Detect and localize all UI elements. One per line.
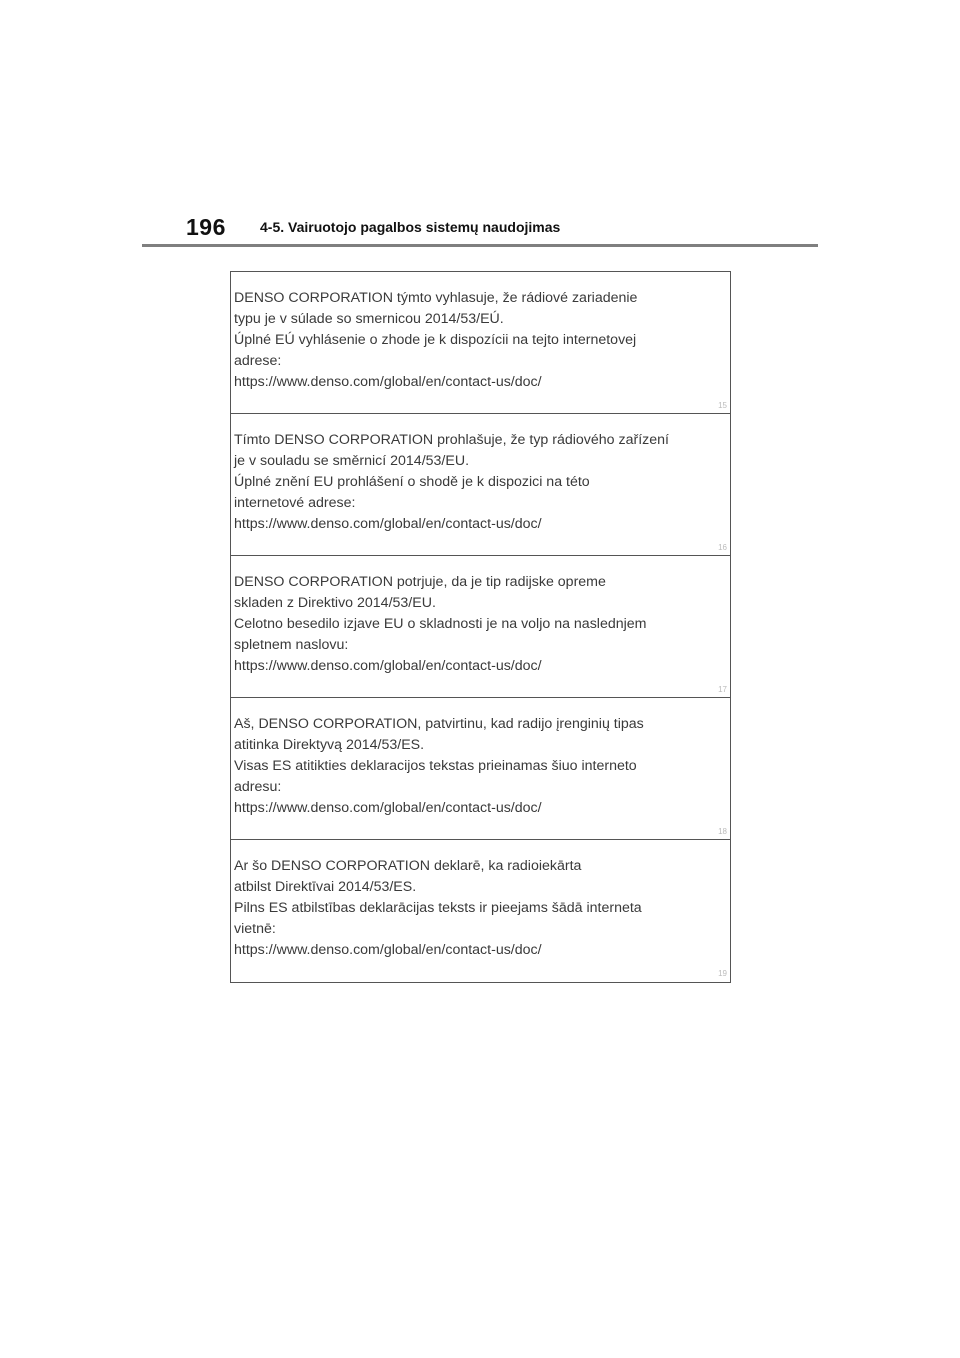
declaration-reference-number: 18 <box>718 827 727 836</box>
declaration-reference-number: 17 <box>718 685 727 694</box>
declaration-line: internetové adrese: <box>234 495 356 511</box>
declaration-slovak <box>231 272 730 414</box>
declaration-line: adrese: <box>234 353 282 369</box>
declaration-line: atitinka Direktyvą 2014/53/ES. <box>234 737 425 753</box>
declaration-url: https://www.denso.com/global/en/contact-us/doc/ <box>234 516 542 532</box>
page-header <box>142 213 818 245</box>
declaration-line: vietnē: <box>234 921 276 937</box>
declaration-latvian <box>231 840 730 981</box>
header-divider <box>142 244 818 247</box>
declaration-line: DENSO CORPORATION týmto vyhlasuje, že rádiové zariadenie <box>234 290 638 306</box>
declaration-line: adresu: <box>234 779 282 795</box>
declaration-line: Úplné znění EU prohlášení o shodě je k dispozici na této <box>234 474 590 490</box>
page-number: 196 <box>186 214 226 240</box>
declaration-czech <box>231 414 730 556</box>
declaration-text <box>234 288 704 393</box>
declaration-line: Pilns ES atbilstības deklarācijas teksts ir pieejams šādā interneta <box>234 900 642 916</box>
declaration-line: atbilst Direktīvai 2014/53/ES. <box>234 879 417 895</box>
declaration-table <box>230 271 731 983</box>
declaration-slovenian <box>231 556 730 698</box>
declaration-reference-number: 15 <box>718 401 727 410</box>
declaration-text <box>234 430 704 535</box>
declaration-url: https://www.denso.com/global/en/contact-us/doc/ <box>234 374 542 390</box>
declaration-line: skladen z Direktivo 2014/53/EU. <box>234 595 436 611</box>
declaration-line: DENSO CORPORATION potrjuje, da je tip radijske opreme <box>234 574 606 590</box>
declaration-url: https://www.denso.com/global/en/contact-us/doc/ <box>234 800 542 816</box>
declaration-line: typu je v súlade so smernicou 2014/53/EÚ. <box>234 311 504 327</box>
declaration-line: Tímto DENSO CORPORATION prohlašuje, že typ rádiového zařízení <box>234 432 669 448</box>
declaration-reference-number: 19 <box>718 969 727 978</box>
declaration-url: https://www.denso.com/global/en/contact-us/doc/ <box>234 658 542 674</box>
declaration-line: Aš, DENSO CORPORATION, patvirtinu, kad radijo įrenginių tipas <box>234 716 644 732</box>
declaration-line: Visas ES atitikties deklaracijos tekstas prieinamas šiuo interneto <box>234 758 637 774</box>
declaration-url: https://www.denso.com/global/en/contact-us/doc/ <box>234 942 542 958</box>
declaration-line: spletnem naslovu: <box>234 637 349 653</box>
declaration-reference-number: 16 <box>718 543 727 552</box>
declaration-line: Úplné EÚ vyhlásenie o zhode je k dispozícii na tejto internetovej <box>234 332 637 348</box>
declaration-lithuanian <box>231 698 730 840</box>
declaration-line: Celotno besedilo izjave EU o skladnosti je na voljo na naslednjem <box>234 616 647 632</box>
declaration-line: Ar šo DENSO CORPORATION deklarē, ka radioiekārta <box>234 858 582 874</box>
declaration-line: je v souladu se směrnicí 2014/53/EU. <box>234 453 470 469</box>
declaration-text <box>234 856 704 961</box>
section-title: 4-5. Vairuotojo pagalbos sistemų naudojimas <box>260 219 561 235</box>
declaration-text <box>234 714 704 819</box>
declaration-text <box>234 572 704 677</box>
